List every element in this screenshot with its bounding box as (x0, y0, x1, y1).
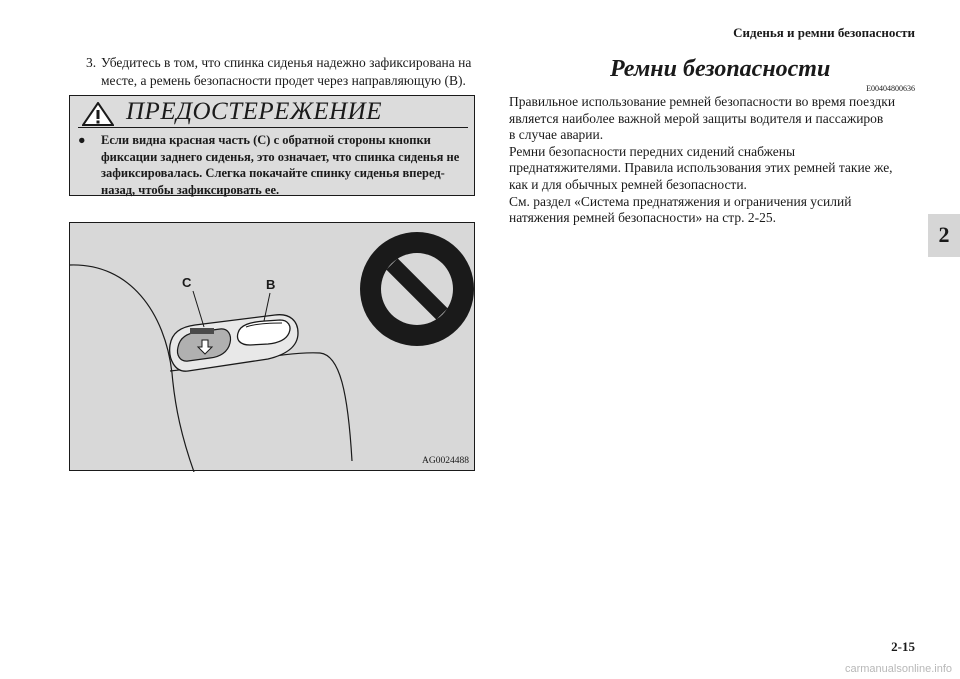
warning-header (78, 99, 468, 128)
page-number: 2-15 (891, 639, 915, 654)
text-line: в случае аварии. (509, 127, 604, 143)
seat-latch-drawing (70, 223, 476, 472)
label-c: C (182, 275, 192, 290)
warning-body (78, 132, 463, 198)
step-number: 3. (86, 55, 97, 70)
text-line: Правильное использование ремней безопасности во время поездки (509, 94, 896, 109)
section-code: E00404800636 (866, 84, 915, 93)
warning-text: Если видна красная часть (C) с обратной стороны кнопки фиксации заднего сиденья, это означает, что спинка сиденья не зафиксировалась. Слегка покачайте спинку сиденья вперед-назад, чтобы зафиксировать ее. (101, 133, 460, 197)
text-line: См. раздел «Система преднатяжения и ограничения усилий (509, 193, 852, 209)
section-title: Ремни безопасности (610, 56, 831, 82)
text-line: Ремни безопасности передних сидений снабжены (509, 143, 796, 159)
warning-triangle-icon (82, 102, 114, 126)
prohibition-icon (360, 232, 474, 346)
text-line: преднатяжителями. Правила использования этих ремней такие же, (509, 160, 893, 176)
seat-illustration (69, 222, 475, 471)
label-b: B (266, 277, 276, 292)
chapter-number: 2 (938, 222, 950, 247)
warning-box (69, 95, 475, 196)
warning-title: ПРЕДОСТЕРЕЖЕНИЕ (126, 98, 382, 125)
section-text (509, 94, 919, 227)
figure-code: AG0024488 (422, 456, 469, 466)
text-line: как и для обычных ремней безопасности. (509, 176, 747, 192)
text-line: натяжения ремней безопасности» на стр. 2-25. (509, 210, 776, 226)
chapter-tab (928, 214, 960, 257)
step-3 (86, 54, 486, 90)
step-text: Убедитесь в том, что спинка сиденья надежно зафиксирована на месте, а ремень безопасности продет через направляющую (B). (101, 55, 472, 88)
bullet-icon: ● (78, 133, 86, 147)
watermark: carmanualsonline.info (844, 663, 952, 675)
text-line: является наиболее важной мерой защиты водителя и пассажиров (509, 110, 884, 126)
running-header: Сиденья и ремни безопасности (733, 25, 915, 40)
